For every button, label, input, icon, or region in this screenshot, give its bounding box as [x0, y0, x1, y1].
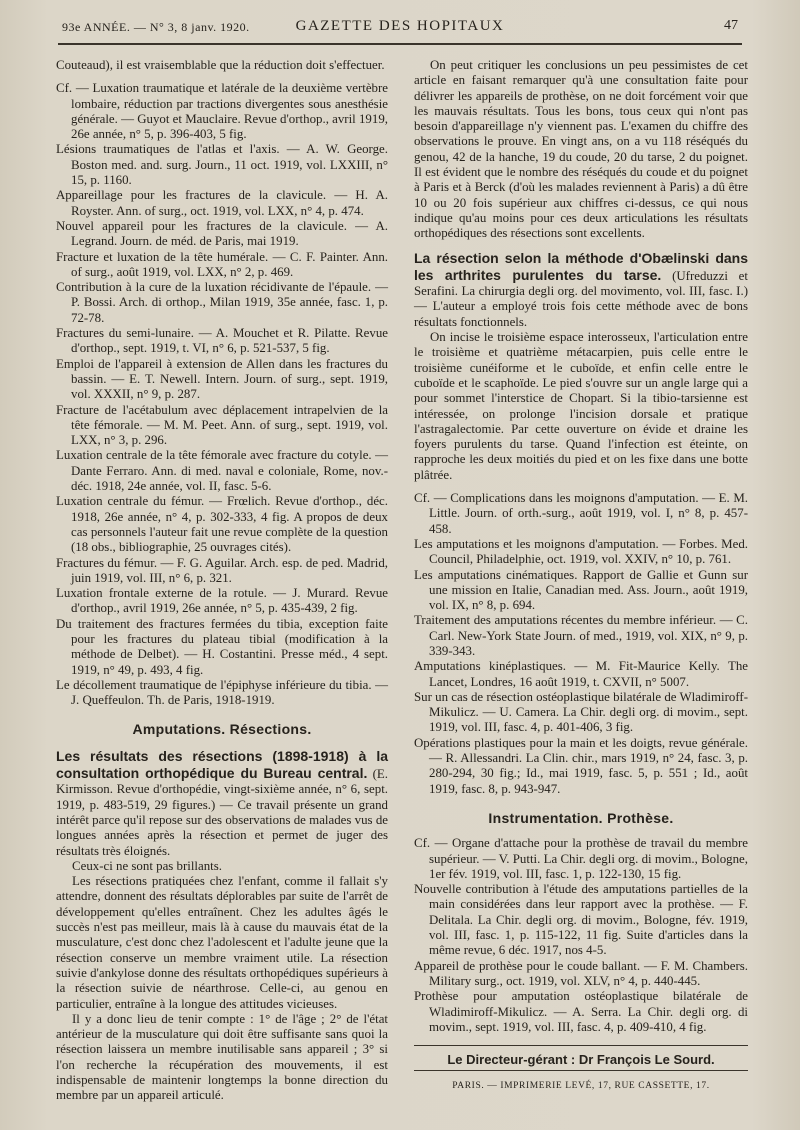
bib-entry: Du traitement des fractures fermées du tibia, exception faite pour les fractures du plateau tibial (modification à la méthode de Delbet). — H. Costantini. Presse méd., 4 sept. 1919, n° 49, p. 493, 4 fig.	[56, 616, 388, 677]
article-paragraph: — Ce travail présente un grand intérêt parce qu'il repose sur des observations de malades vus de longues années après la résection et permet de juger des résultats très éloignés.	[56, 797, 388, 858]
running-head	[0, 18, 800, 40]
bib-entry: Lésions traumatiques de l'atlas et l'axis. — A. W. George. Boston med. and. surg. Journ., 11 oct. 1919, vol. LXXIII, n° 15, p. 1160.	[56, 142, 388, 188]
article-block	[56, 748, 388, 859]
article-paragraph: On peut critiquer les conclusions un peu pessimistes de cet article en faisant remarquer qu'à une consultation faite pour délivrer les appareils de prothèse, on ne doit forcément voir que les mauvais résultats. Tous les bons, tous ceux qui n'ont pas besoin d'appareillage n'y viennent pas. L'examen du chiffre des observations le prouve. En vingt ans, on a vu 118 réséqués du genou, 42 de la hanche, 19 du coude, 20 du tarse, 2 du poignet. Il est évident que le nombre des réséqués du coude et du poignet à Paris et à Berck (d'où les malades reviennent à Paris) a dû être 10 ou 20 fois supérieur aux chiffres ci-dessus, ce qui nous indique qu'au moins pour ces deux articulations les résultats orthopédiques des résections sont excellents.	[414, 58, 748, 241]
footer-rule	[414, 1045, 748, 1046]
bib-entry: Fractures du fémur. — F. G. Aguilar. Arch. esp. de ped. Madrid, juin 1919, vol. III, n° 6, p. 321.	[56, 555, 388, 585]
continuation-text: Couteaud), il est vraisemblable que la réduction doit s'effectuer.	[56, 58, 385, 72]
bib-entry: Appareillage pour les fractures de la clavicule. — H. A. Royster. Ann. of surg., oct. 1919, vol. LXX, n° 4, p. 474.	[56, 188, 388, 218]
bib-entry: Amputations kinéplastiques. — M. Fit-Maurice Kelly. The Lancet, Londres, 16 août 1919, t. CXVII, n° 5007.	[414, 659, 748, 689]
left-column	[56, 58, 388, 1104]
bib-entry: Cf. — Organe d'attache pour la prothèse de travail du membre supérieur. — V. Putti. La Chir. degli org. di movim., Bologne, 1er fév. 1919, vol. III, fasc. 1, p. 122-130, 15 fig.	[414, 836, 748, 881]
bib-entry: Opérations plastiques pour la main et les doigts, revue générale. — R. Allessandri. La Clin. chir., mars 1919, n° 24, fasc. 3, p. 280-294, 30 fig.; Id., mai 1919, fasc. 5, p. 551 ; Id., août 1919, fasc. 8, p. 943-947.	[414, 735, 748, 796]
bib-entry: Nouvel appareil pour les fractures de la clavicule. — A. Legrand. Journ. de méd. de Paris, mai 1919.	[56, 218, 388, 249]
bib-entry: Contribution à la cure de la luxation récidivante de l'épaule. — P. Bossi. Arch. di orthop., Milan 1919, 35e année, fasc. 1, p. 72-78.	[56, 280, 388, 325]
bib-entry: Nouvelle contribution à l'étude des amputations partielles de la main considérées dans leur rapport avec la prothèse. — F. Delitala. La Chir. degli org. di movim., Bologne, fév. 1919, vol. III, fasc. 1, p. 115-122, 11 fig. Suite d'articles dans la même revue, 6 déc. 1917, nos 4-5.	[414, 882, 748, 958]
bib-entry: Cf. — Complications dans les moignons d'amputation. — E. M. Little. Journ. of orth.-surg., août 1919, vol. I, n° 8, p. 457-458.	[414, 491, 748, 536]
article-title: La résection selon la méthode d'Obælinski dans les arthrites purulentes du tarse.	[414, 249, 748, 283]
bib-entry: Luxation frontale externe de la rotule. — J. Murard. Revue d'orthop., avril 1919, 26e année, n° 5, p. 435-439, 2 fig.	[56, 586, 388, 616]
page-number: 47	[724, 18, 738, 33]
article-reference: (E. Kirmisson. Revue d'orthopédie, vingt-sixième année, n° 6, sept. 1919, p. 483-519, 29 figures.)	[56, 767, 388, 812]
article-block	[414, 250, 748, 330]
bib-entry: Les amputations et les moignons d'amputation. — Forbes. Med. Council, Philadelphie, oct. 1919, vol. XXIV, n° 10, p. 761.	[414, 536, 748, 567]
bib-entry: Appareil de prothèse pour le coude ballant. — F. M. Chambers. Military surg., oct. 1919, vol. XLV, n° 4, p. 440-445.	[414, 958, 748, 988]
article-paragraph: On incise le troisième espace interosseux, l'articulation entre le troisième et quatrième métacarpien, puis celle entre le troisième cunéiforme et le cuboïde, et enfin celle entre le cuboïde et le scaphoïde. Le pied s'ouvre sur un angle large qui a pour sommet l'interstice de Chopart. Si la tibio-tarsienne est intéressée, on prolonge l'incision dorsale et pratique l'astragalectomie. Par cette ouverture on évide et draine les foyers purulents du tarse. Quand l'infection est éteinte, on rapproche les deux moitiés du pied et on les fixe dans une botte plâtrée.	[414, 330, 748, 482]
article-paragraph: Ceux-ci ne sont pas brillants.	[72, 858, 223, 873]
bib-entry: Prothèse pour amputation ostéoplastique bilatérale de Wladimiroff-Mikulicz. — A. Serra. La Chir. degli org. di movim., sept. 1919, vol. III, fasc. 4, p. 409-410, 4 fig.	[414, 989, 748, 1034]
article-paragraph: Les résections pratiquées chez l'enfant, comme il fallait s'y attendre, donnent des résultats déplorables par suite de l'arrêt de développement qu'elles entraînent. Chez les adultes âgés le succès n'est pas meilleur, mais là à cause du mauvais état de la musculature, c'est donc chez l'adolescent et l'adulte jeune que la résection conserve un membre vraiment utile. La résection suivie d'ankylose donne des résultats orthopédiques supérieurs à la résection suivie de néarthrose. Celle-ci, au genou en particulier, entraîne à la longue des attitudes vicieuses.	[56, 874, 388, 1011]
bib-entry: Fracture et luxation de la tête humérale. — C. F. Painter. Ann. of surg., août 1919, vol. LXX, n° 2, p. 469.	[56, 249, 388, 279]
bib-entry: Luxation centrale de la tête fémorale avec fracture du cotyle. — Dante Ferraro. Ann. di med. naval e coloniale, Rome, nov.-déc. 1918, 24e année, vol. II, fasc. 5-6.	[56, 448, 388, 494]
bib-entry: Sur un cas de résection ostéoplastique bilatérale de Wladimiroff-Mikulicz. — U. Camera. La Chir. degli org. di movim., sept. 1919, vol. III, fasc. 4, p. 401-406, 3 fig.	[414, 689, 748, 735]
bib-entry: Emploi de l'appareil à extension de Allen dans les fractures du bassin. — E. T. Newell. Intern. Journ. of surg., sept. 1919, vol. XXXII, n° 9, p. 287.	[56, 356, 388, 402]
bib-entry: Traitement des amputations récentes du membre inférieur. — C. Carl. New-York State Journ. of med., 1919, vol. XIX, n° 9, p. 339-343.	[414, 613, 748, 658]
article-paragraph: Il y a donc lieu de tenir compte : 1° de l'âge ; 2° de l'état antérieur de la musculature qui doit être suffisante sans quoi la résection laissera un membre inutilisable sans appareil ; 3° si l'on recherche la récupération des mouvements, il est indispensable de maintenir longtemps la bonne direction du membre par un appareil articulé.	[56, 1011, 388, 1103]
journal-title: GAZETTE DES HOPITAUX	[295, 18, 505, 34]
bib-entry: Fracture de l'acétabulum avec déplacement intrapelvien de la tête fémorale. — M. M. Peet. Ann. of surg., sept. 1919, vol. LXX, n° 3, p. 296.	[56, 402, 388, 448]
article-title: Les résultats des résections (1898-1918) à la consultation orthopédique du Bureau central.	[56, 747, 388, 782]
bib-entry: Les amputations cinématiques. Rapport de Gallie et Gunn sur une mission en Italie, Canadian med. Ass. Journ., août 1919, vol. IX, n° 8, p. 694.	[414, 567, 748, 613]
director-credit: Le Directeur-gérant : Dr François Le Sourd.	[447, 1052, 715, 1068]
header-rule	[58, 43, 742, 45]
bib-entry: Le décollement traumatique de l'épiphyse inférieure du tibia. — J. Queffeulon. Th. de Paris, 1918-1919.	[56, 677, 388, 708]
issue-info: 93e ANNÉE. — N° 3, 8 janv. 1920.	[62, 20, 250, 34]
bib-entry: Cf. — Luxation traumatique et latérale de la deuxième vertèbre lombaire, réduction par tractions divergentes sous anesthésie générale. — Guyot et Mauclaire. Revue d'orthop., avril 1919, 26e année, n° 5, p. 396-403, 5 fig.	[56, 81, 388, 142]
article-reference: (Ufreduzzi et Serafini. La chirurgia degli org. del movimento, vol. III, fasc. I.) — L'auteur a employé trois fois cette méthode avec de bons résultats fonctionnels.	[414, 268, 748, 329]
right-column	[414, 58, 748, 1095]
section-heading: Amputations. Résections.	[132, 721, 312, 738]
section-heading: Instrumentation. Prothèse.	[488, 809, 674, 826]
bib-entry: Fractures du semi-lunaire. — A. Mouchet et R. Pilatte. Revue d'orthop., sept. 1919, t. VI, n° 6, p. 521-537, 5 fig.	[56, 326, 388, 356]
footer-rule	[414, 1070, 748, 1071]
printer-imprint: PARIS. — IMPRIMERIE LEVÉ, 17, RUE CASSETTE, 17.	[452, 1081, 710, 1092]
bib-entry: Luxation centrale du fémur. — Frœlich. Revue d'orthop., déc. 1918, 26e année, n° 4, p. 302-333, 4 fig. A propos de deux cas personnels l'auteur fait une revue complète de la question (18 obs., bibliographie, 25 ouvrages cités).	[56, 494, 388, 555]
